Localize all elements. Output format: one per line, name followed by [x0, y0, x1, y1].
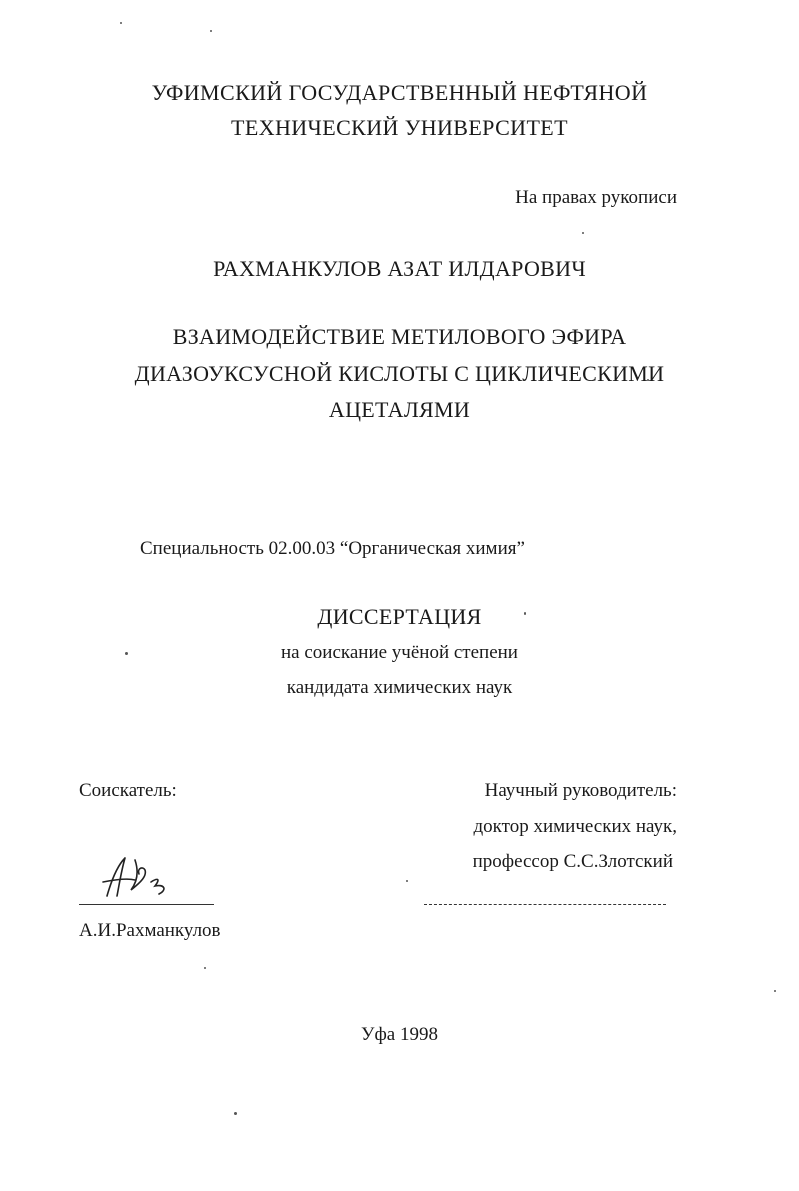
author-name: РАХМАНКУЛОВ АЗАТ ИЛДАРОВИЧ	[213, 256, 586, 281]
supervisor-degree: доктор химических наук,	[473, 816, 677, 837]
degree-line-1: на соискание учёной степени	[281, 642, 518, 663]
manuscript-note: На правах рукописи	[515, 187, 677, 208]
dissertation-label: ДИССЕРТАЦИЯ	[317, 604, 482, 629]
city-year: Уфа 1998	[361, 1024, 438, 1045]
applicant-signature	[95, 852, 185, 902]
applicant-label: Соискатель:	[79, 780, 177, 801]
degree-line-2: кандидата химических наук	[286, 677, 513, 698]
applicant-name: А.И.Рахманкулов	[79, 920, 221, 941]
thesis-title-line-1: ВЗАИМОДЕЙСТВИЕ МЕТИЛОВОГО ЭФИРА	[172, 324, 627, 349]
specialty: Специальность 02.00.03 “Органическая химия”	[140, 538, 525, 559]
supervisor-label: Научный руководитель:	[484, 780, 677, 801]
thesis-title-line-2: ДИАЗОУКСУСНОЙ КИСЛОТЫ С ЦИКЛИЧЕСКИМИ	[134, 361, 665, 386]
supervisor-name: профессор С.С.Злотский	[472, 851, 673, 872]
applicant-signature-line	[79, 904, 214, 905]
supervisor-signature-line	[424, 904, 666, 905]
university-name-line-1: УФИМСКИЙ ГОСУДАРСТВЕННЫЙ НЕФТЯНОЙ	[151, 80, 648, 105]
thesis-title-line-3: АЦЕТАЛЯМИ	[328, 397, 471, 422]
university-name-line-2: ТЕХНИЧЕСКИЙ УНИВЕРСИТЕТ	[231, 115, 568, 140]
